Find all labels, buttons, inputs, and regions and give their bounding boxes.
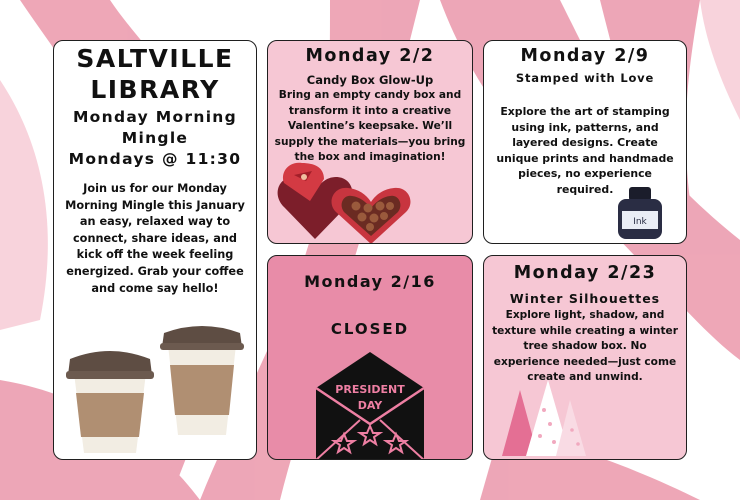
event-card-feb-16 bbox=[267, 255, 473, 460]
library-title: SALTVILLE LIBRARY bbox=[76, 44, 234, 104]
event-title: Winter Silhouettes bbox=[509, 291, 661, 306]
event-date: Monday 2/23 bbox=[513, 263, 657, 283]
event-date: Monday 2/9 bbox=[520, 46, 650, 66]
event-card-feb-2 bbox=[267, 40, 473, 244]
event-status: CLOSED bbox=[330, 320, 410, 338]
program-subtitle: Monday Morning Mingle bbox=[72, 108, 238, 147]
program-block bbox=[54, 107, 256, 170]
envelope-label-line-1: PRESIDENT bbox=[335, 383, 405, 396]
program-schedule: Mondays @ 11:30 bbox=[68, 150, 242, 168]
coffee-cups-icon bbox=[66, 303, 246, 453]
program-description: Join us for our Monday Morning Mingle this January an easy, relaxed way to connect, share ideas, and kick off the week feeling energized. Grab your coffee and come say hello! bbox=[65, 182, 245, 295]
winter-trees-icon bbox=[498, 380, 588, 458]
chocolates-icon bbox=[328, 184, 414, 244]
envelope-label-line-2: DAY bbox=[357, 399, 383, 412]
event-card-feb-9 bbox=[483, 40, 687, 244]
event-description: Explore the art of stamping using ink, patterns, and layered designs. Create unique prints and handmade pieces, no experience required. bbox=[496, 105, 674, 196]
event-card-feb-23 bbox=[483, 255, 687, 460]
event-description: Explore light, shadow, and texture while creating a winter tree shadow box. No experience needed—just come create and unwind. bbox=[492, 309, 678, 383]
event-date: Monday 2/2 bbox=[305, 46, 435, 66]
event-title: Candy Box Glow-Up bbox=[306, 73, 434, 87]
event-date: Monday 2/16 bbox=[304, 272, 436, 291]
event-title: Stamped with Love bbox=[515, 71, 655, 85]
ink-bottle-icon bbox=[616, 187, 664, 239]
event-description: Bring an empty candy box and transform it into a creative Valentine’s keepsake. We’ll supply the materials—you bring the box and imagination! bbox=[274, 89, 466, 163]
ink-label: Ink bbox=[633, 217, 647, 227]
library-card bbox=[53, 40, 257, 460]
